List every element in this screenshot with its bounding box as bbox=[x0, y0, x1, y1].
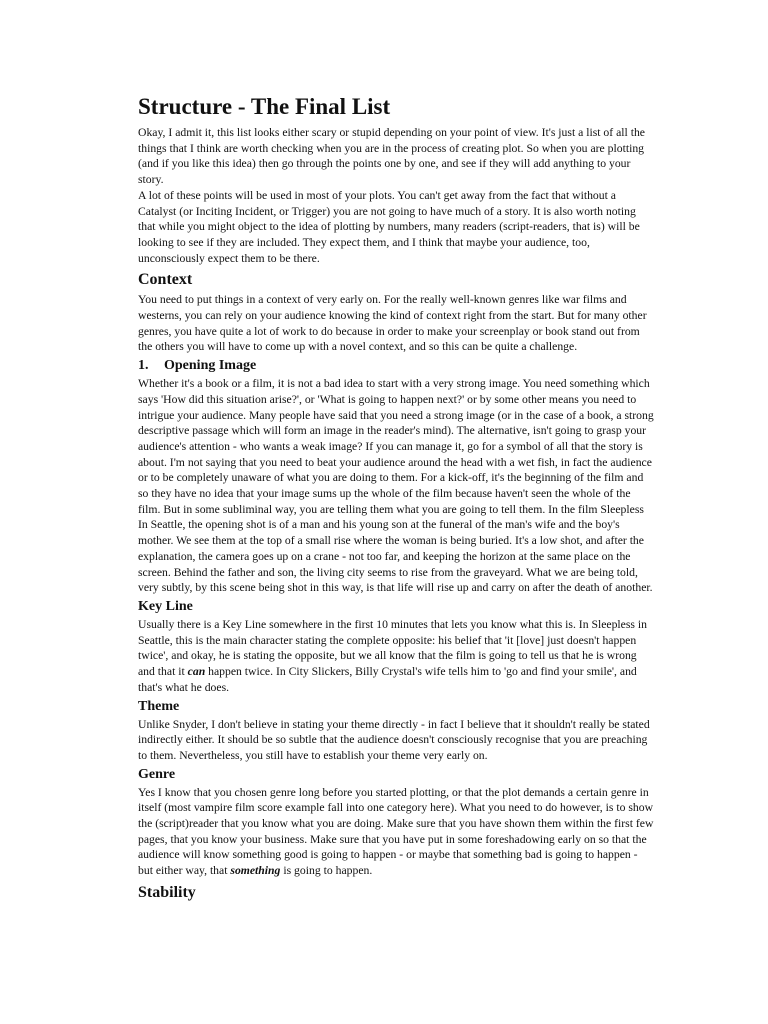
genre-paragraph bbox=[138, 785, 654, 879]
context-paragraph: You need to put things in a context of very early on. For the really well-known genres like war films and westerns, you can rely on your audience knowing the kind of context right from the start. But for many other genres, you have quite a lot of work to do because in order to make your screenplay or book stand out from the others you will have to come up with a novel context, and so this can be quite a challenge. bbox=[138, 293, 647, 354]
document-page bbox=[138, 92, 654, 905]
intro-paragraph-2: A lot of these points will be used in most of your plots. You can't get away from the fact that without a Catalyst (or Inciting Incident, or Trigger) you are not going to have much of a story. It is also worth noting that while you might object to the idea of plotting by numbers, many readers (script-readers, that is) will be looking to see if they are included. They expect them, and I think that maybe your audience, too, unconsciously expect them to be there. bbox=[138, 188, 640, 265]
intro-paragraph-1: Okay, I admit it, this list looks either scary or stupid depending on your point of view. It's just a list of all the things that I think are worth checking when you are in the process of creating plot. So when you are plotting (and if you like this idea) then go through the points one by one, and see if they will add anything to your story. bbox=[138, 126, 645, 187]
stability-heading: Stability bbox=[138, 883, 196, 901]
key-line-text-before: Usually there is a Key Line somewhere in the first 10 minutes that lets you know what this is. In Sleepless in Seattle, this is the main character stating the complete opposite: his belief that 'it [love] just doesn't happen twice', and okay, he is stating the opposite, but we all know that the film is going to tell us that he is wrong and that it bbox=[138, 617, 647, 679]
key-line-text-after: happen twice. In City Slickers, Billy Crystal's wife tells him to 'go and find your smile', and that's what he does. bbox=[138, 665, 637, 694]
genre-emphasis: something bbox=[230, 864, 281, 878]
genre-text-before: Yes I know that you chosen genre long before you started plotting, or that the plot demands a certain genre in itself (most vampire film score example fall into one category here). What you need to do however, is to show the (script)reader that you know what you are doing. Make sure that you have shown them within the first few pages, that you know your business. Make sure that you have put in some foreshadowing early on so that the audience will know something good is going to happen - or maybe that something bad is going to happen - but either way, that bbox=[138, 785, 654, 878]
context-heading: Context bbox=[138, 271, 193, 289]
theme-paragraph: Unlike Snyder, I don't believe in stating your theme directly - in fact I believe that it shouldn't really be stated indirectly either. It should be so subtle that the audience doesn't consciously recognise that you are preaching to them. Nevertheless, you still have to establish your theme very early on. bbox=[138, 717, 650, 762]
key-line-paragraph bbox=[138, 617, 654, 696]
genre-text-after: is going to happen. bbox=[280, 864, 373, 878]
opening-image-paragraph: Whether it's a book or a film, it is not a bad idea to start with a very strong image. You need something which says 'How did this situation arise?', or 'What is going to happen next?' or by some other means you need to intrigue your audience. Many people have said that you need a strong image (or in the case of a book, a strong descriptive passage which will form an image in the reader's mind). The alternative, isn't going to grasp your audience's attention - who wants a weak image? If you can manage it, go for a symbol of all that the story is about. I'm not saying that you need to beat your audience around the head with a wet fish, in fact the audience or to be completely unaware of what you are doing to them. For a kick-off, it's the beginning of the film and so they have no idea that your image sums up the whole of the film because haven't seen the whole of the film. But in some subliminal way, you are telling them what you are going to tell them. In the film Sleepless In Seattle, the opening shot is of a man and his young son at the funeral of the man's wife and the boy's mother. We see them at the top of a small rise where the woman is being buried. It's a low shot, and after the explanation, the camera goes up on a crane - not too far, and keeping the horizon at the same place on the screen. Behind the father and son, the living city seems to rise from the graveyard. What we are being told, very subtly, by this scene being shot in this way, is that life will rise up and carry on after the death of another. bbox=[138, 377, 654, 595]
opening-image-number: 1. bbox=[138, 358, 149, 374]
key-line-heading: Key Line bbox=[138, 598, 193, 614]
key-line-emphasis: can bbox=[187, 665, 206, 679]
opening-image-heading-text: Opening Image bbox=[164, 358, 257, 374]
page-title: Structure - The Final List bbox=[138, 94, 391, 119]
genre-heading: Genre bbox=[138, 766, 176, 782]
opening-image-heading bbox=[138, 357, 654, 375]
theme-heading: Theme bbox=[138, 698, 180, 714]
